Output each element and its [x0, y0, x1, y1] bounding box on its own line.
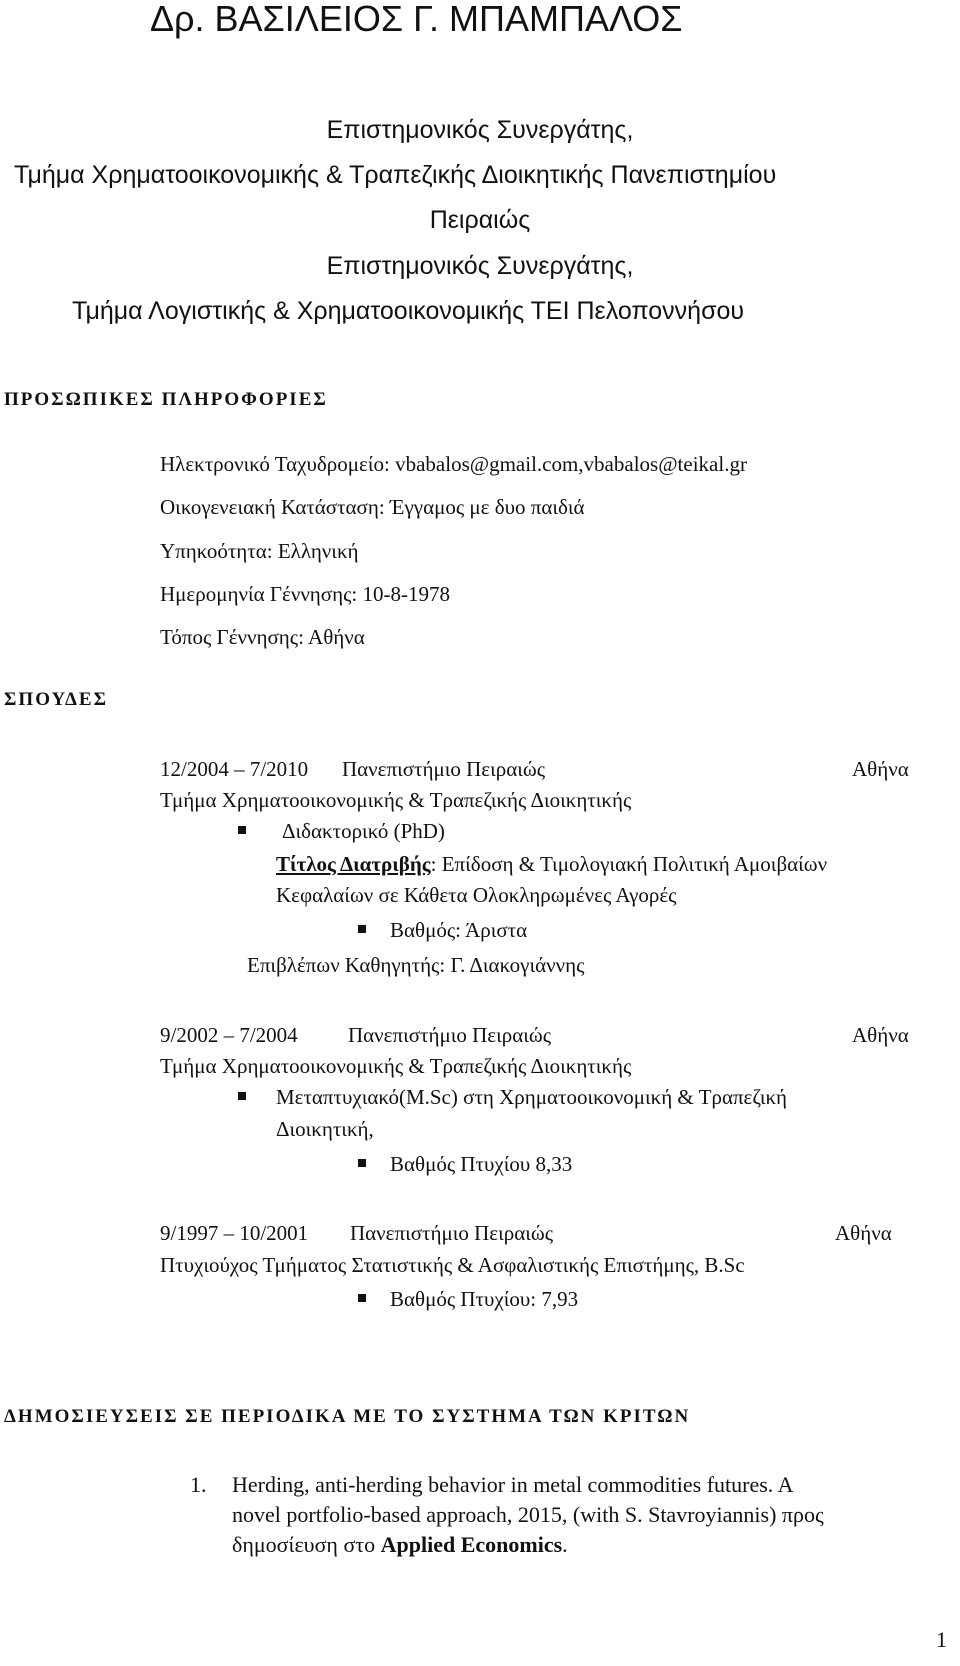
bsc-institution: Πανεπιστήμιο Πειραιώς [350, 1221, 554, 1245]
page-number: 1 [936, 1627, 947, 1652]
pub-1-line3 [232, 1532, 568, 1558]
header-line-1: Επιστημονικός Συνεργάτης, [326, 116, 634, 144]
msc-dates: 9/2002 – 7/2004 [160, 1023, 298, 1047]
square-bullet-icon [358, 1294, 366, 1302]
msc-grade: Βαθμός Πτυχίου 8,33 [390, 1152, 573, 1176]
bsc-grade: Βαθμός Πτυχίου: 7,93 [390, 1287, 579, 1311]
msc-degree-line1: Μεταπτυχιακό(M.Sc) στη Χρηματοοικονομική & Τραπεζική [276, 1085, 788, 1109]
publications-heading: ΔΗΜΟΣΙΕΥΣΕΙΣ ΣΕ ΠΕΡΙΟΔΙΚΑ ΜΕ ΤΟ ΣΥΣΤΗΜΑ ΤΩΝ ΚΡΙΤΩΝ [4, 1406, 691, 1427]
phd-thesis-line1 [276, 852, 827, 877]
personal-birthdate: Ημερομηνία Γέννησης: 10-8-1978 [160, 582, 450, 606]
phd-grade: Βαθμός: Άριστα [390, 918, 528, 942]
phd-supervisor: Επιβλέπων Καθηγητής: Γ. Διακογιάννης [247, 953, 585, 977]
bsc-dates: 9/1997 – 10/2001 [160, 1221, 309, 1245]
header-line-2: Τμήμα Χρηματοοικονομικής & Τραπεζικής Διοικητικής Πανεπιστημίου [14, 161, 777, 189]
square-bullet-icon [238, 826, 246, 834]
square-bullet-icon [238, 1092, 246, 1100]
personal-nationality: Υπηκοότητα: Ελληνική [160, 539, 359, 563]
header-line-5: Τμήμα Λογιστικής & Χρηματοοικονομικής ΤΕΙ Πελοποννήσου [72, 297, 745, 325]
thesis-title-part1: : Επίδοση & Τιμολογιακή Πολιτική Αμοιβαίων [430, 852, 828, 876]
personal-heading: ΠΡΟΣΩΠΙΚΕΣ ΠΛΗΡΟΦΟΡΙΕΣ [4, 389, 328, 410]
pub-1-prefix: δημοσίευση στο [232, 1532, 381, 1557]
square-bullet-icon [358, 1159, 366, 1167]
phd-city: Αθήνα [852, 757, 909, 781]
cv-name: Δρ. ΒΑΣΙΛΕΙΟΣ Γ. ΜΠΑΜΠΑΛΟΣ [150, 0, 683, 39]
header-line-3: Πειραιώς [429, 206, 531, 234]
header-line-4: Επιστημονικός Συνεργάτης, [326, 252, 634, 280]
phd-institution: Πανεπιστήμιο Πειραιώς [342, 757, 546, 781]
phd-thesis-line2: Κεφαλαίων σε Κάθετα Ολοκληρωμένες Αγορές [276, 883, 677, 907]
personal-marital: Οικογενειακή Κατάσταση: Έγγαμος με δυο παιδιά [160, 495, 585, 519]
msc-department: Τμήμα Χρηματοοικονομικής & Τραπεζικής Διοικητικής [160, 1054, 632, 1078]
pub-1-line2: novel portfolio-based approach, 2015, (with S. Stavroyiannis) προς [232, 1502, 824, 1527]
pub-1-journal: Applied Economics [380, 1532, 563, 1557]
msc-institution: Πανεπιστήμιο Πειραιώς [348, 1023, 552, 1047]
personal-email: Ηλεκτρονικό Ταχυδρομείο: vbabalos@gmail.com,vbabalos@teikal.gr [160, 452, 747, 476]
personal-birthplace: Τόπος Γέννησης: Αθήνα [160, 625, 365, 649]
msc-degree-line2: Διοικητική, [276, 1117, 374, 1141]
studies-heading: ΣΠΟΥΔΕΣ [4, 689, 109, 710]
bsc-department: Πτυχιούχος Τμήματος Στατιστικής & Ασφαλιστικής Επιστήμης, B.Sc [160, 1253, 745, 1277]
msc-city: Αθήνα [852, 1023, 909, 1047]
thesis-label: Τίτλος Διατριβής [276, 852, 431, 876]
square-bullet-icon [358, 925, 366, 933]
phd-department: Τμήμα Χρηματοοικονομικής & Τραπεζικής Διοικητικής [160, 788, 632, 812]
phd-dates: 12/2004 – 7/2010 [160, 757, 309, 781]
pub-1-line1: Herding, anti-herding behavior in metal commodities futures. A [232, 1472, 794, 1497]
bsc-city: Αθήνα [835, 1221, 892, 1245]
pub-1-number: 1. [190, 1472, 207, 1497]
pub-1-suffix: . [562, 1532, 568, 1557]
phd-degree: Διδακτορικό (PhD) [282, 819, 445, 843]
